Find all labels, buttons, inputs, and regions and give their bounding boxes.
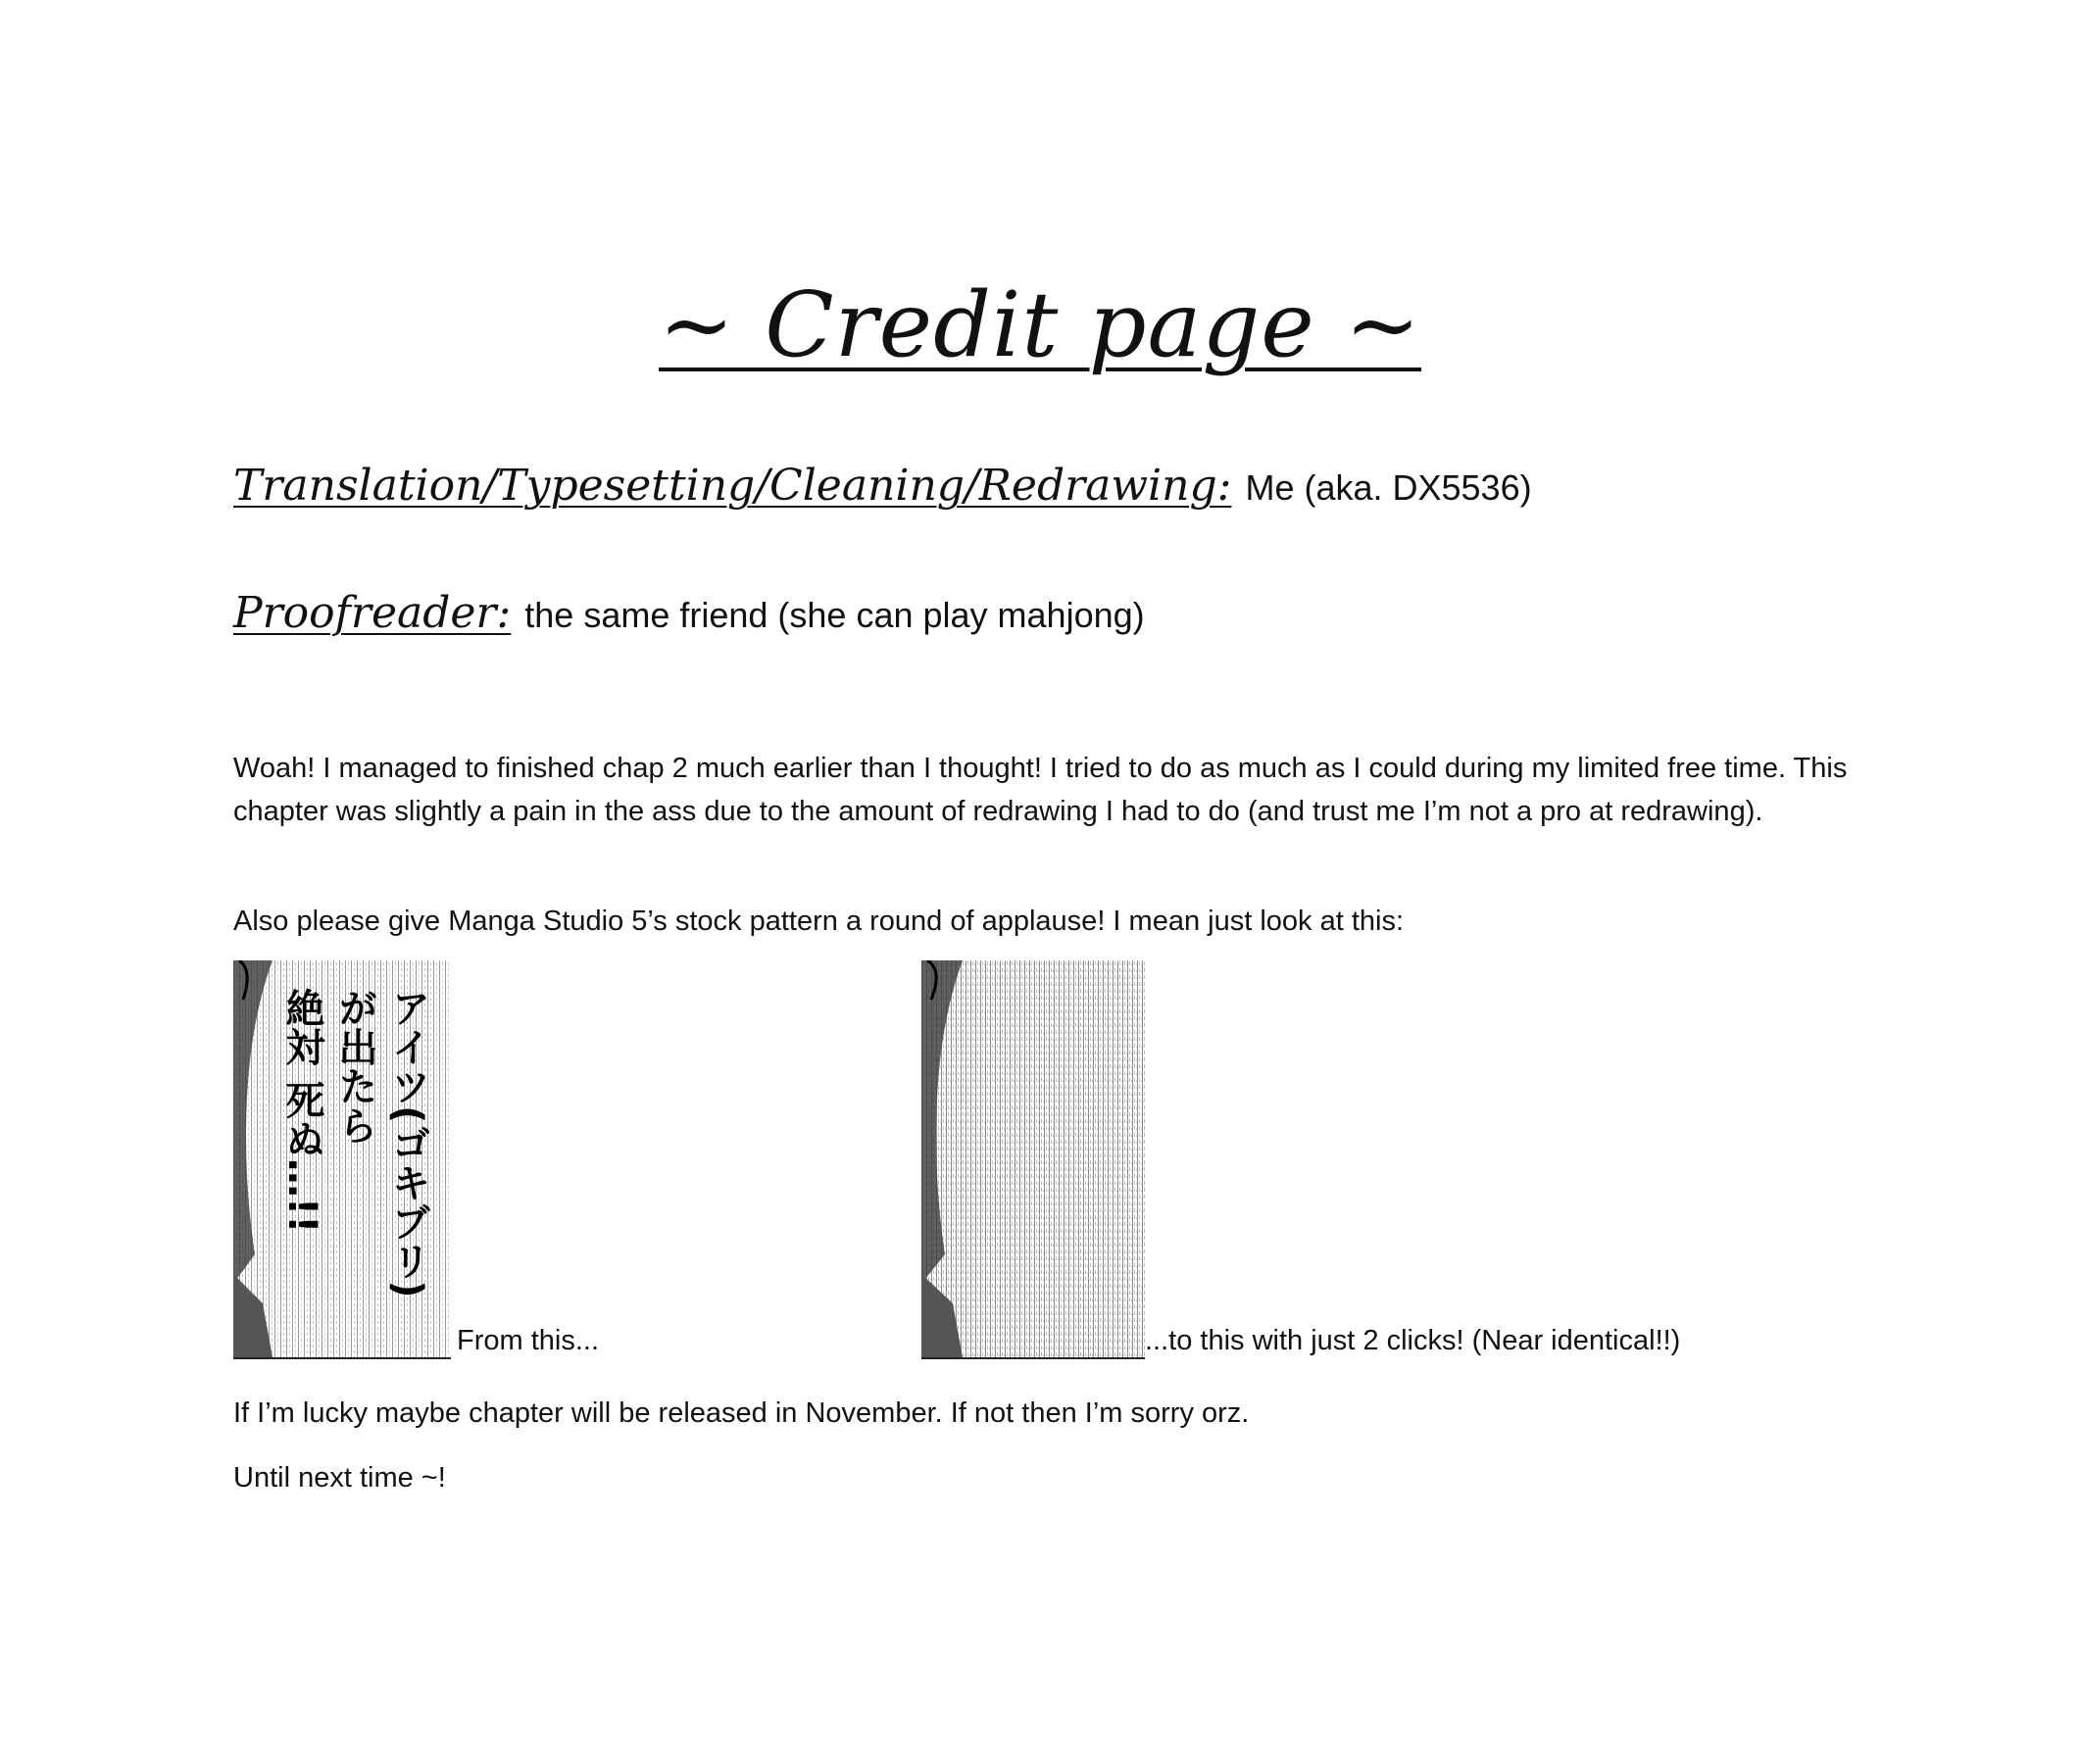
signoff-paragraph: Until next time ~!	[233, 1462, 446, 1494]
applause-paragraph: Also please give Manga Studio 5’s stock pattern a round of applause! I mean just look at this:	[233, 906, 1405, 937]
credit-value: Me (aka. DX5536)	[1245, 467, 1532, 508]
intro-paragraph: Woah! I managed to finished chap 2 much earlier than I thought! I tried to do as much as I could during my limited free time. This chapter was slightly a pain in the ass due to the amount of redrawing I had to do (and trust me I’m not a pro at redrawing).	[233, 753, 1848, 827]
page-title-text: ~ Credit page ~	[658, 272, 1422, 377]
credit-value: the same friend (she can play mahjong)	[524, 595, 1145, 635]
credit-line-translation	[233, 461, 1532, 511]
credit-line-proofreader	[233, 588, 1145, 638]
credit-label: Translation/Typesetting/Cleaning/Redrawing:	[233, 461, 1232, 511]
page-title	[0, 272, 2080, 377]
vertical-text-col-2: が出たら	[332, 988, 377, 1145]
credit-label: Proofreader:	[233, 588, 512, 638]
after-image	[921, 960, 1145, 1359]
manga-panel-after	[921, 960, 1145, 1357]
before-image	[233, 960, 451, 1359]
release-paragraph: If I’m lucky maybe chapter will be released in November. If not then I’m sorry orz.	[233, 1397, 1250, 1429]
vertical-text-col-1: アイツ(ゴキブリ)	[385, 988, 430, 1298]
manga-panel-before	[233, 960, 451, 1357]
pattern-comparison	[233, 960, 1900, 1372]
vertical-text-col-3: 絶対 死ぬ…!!	[279, 988, 324, 1234]
after-caption: ...to this with just 2 clicks! (Near identical!!)	[1145, 1325, 1681, 1356]
before-caption: From this...	[457, 1325, 600, 1356]
